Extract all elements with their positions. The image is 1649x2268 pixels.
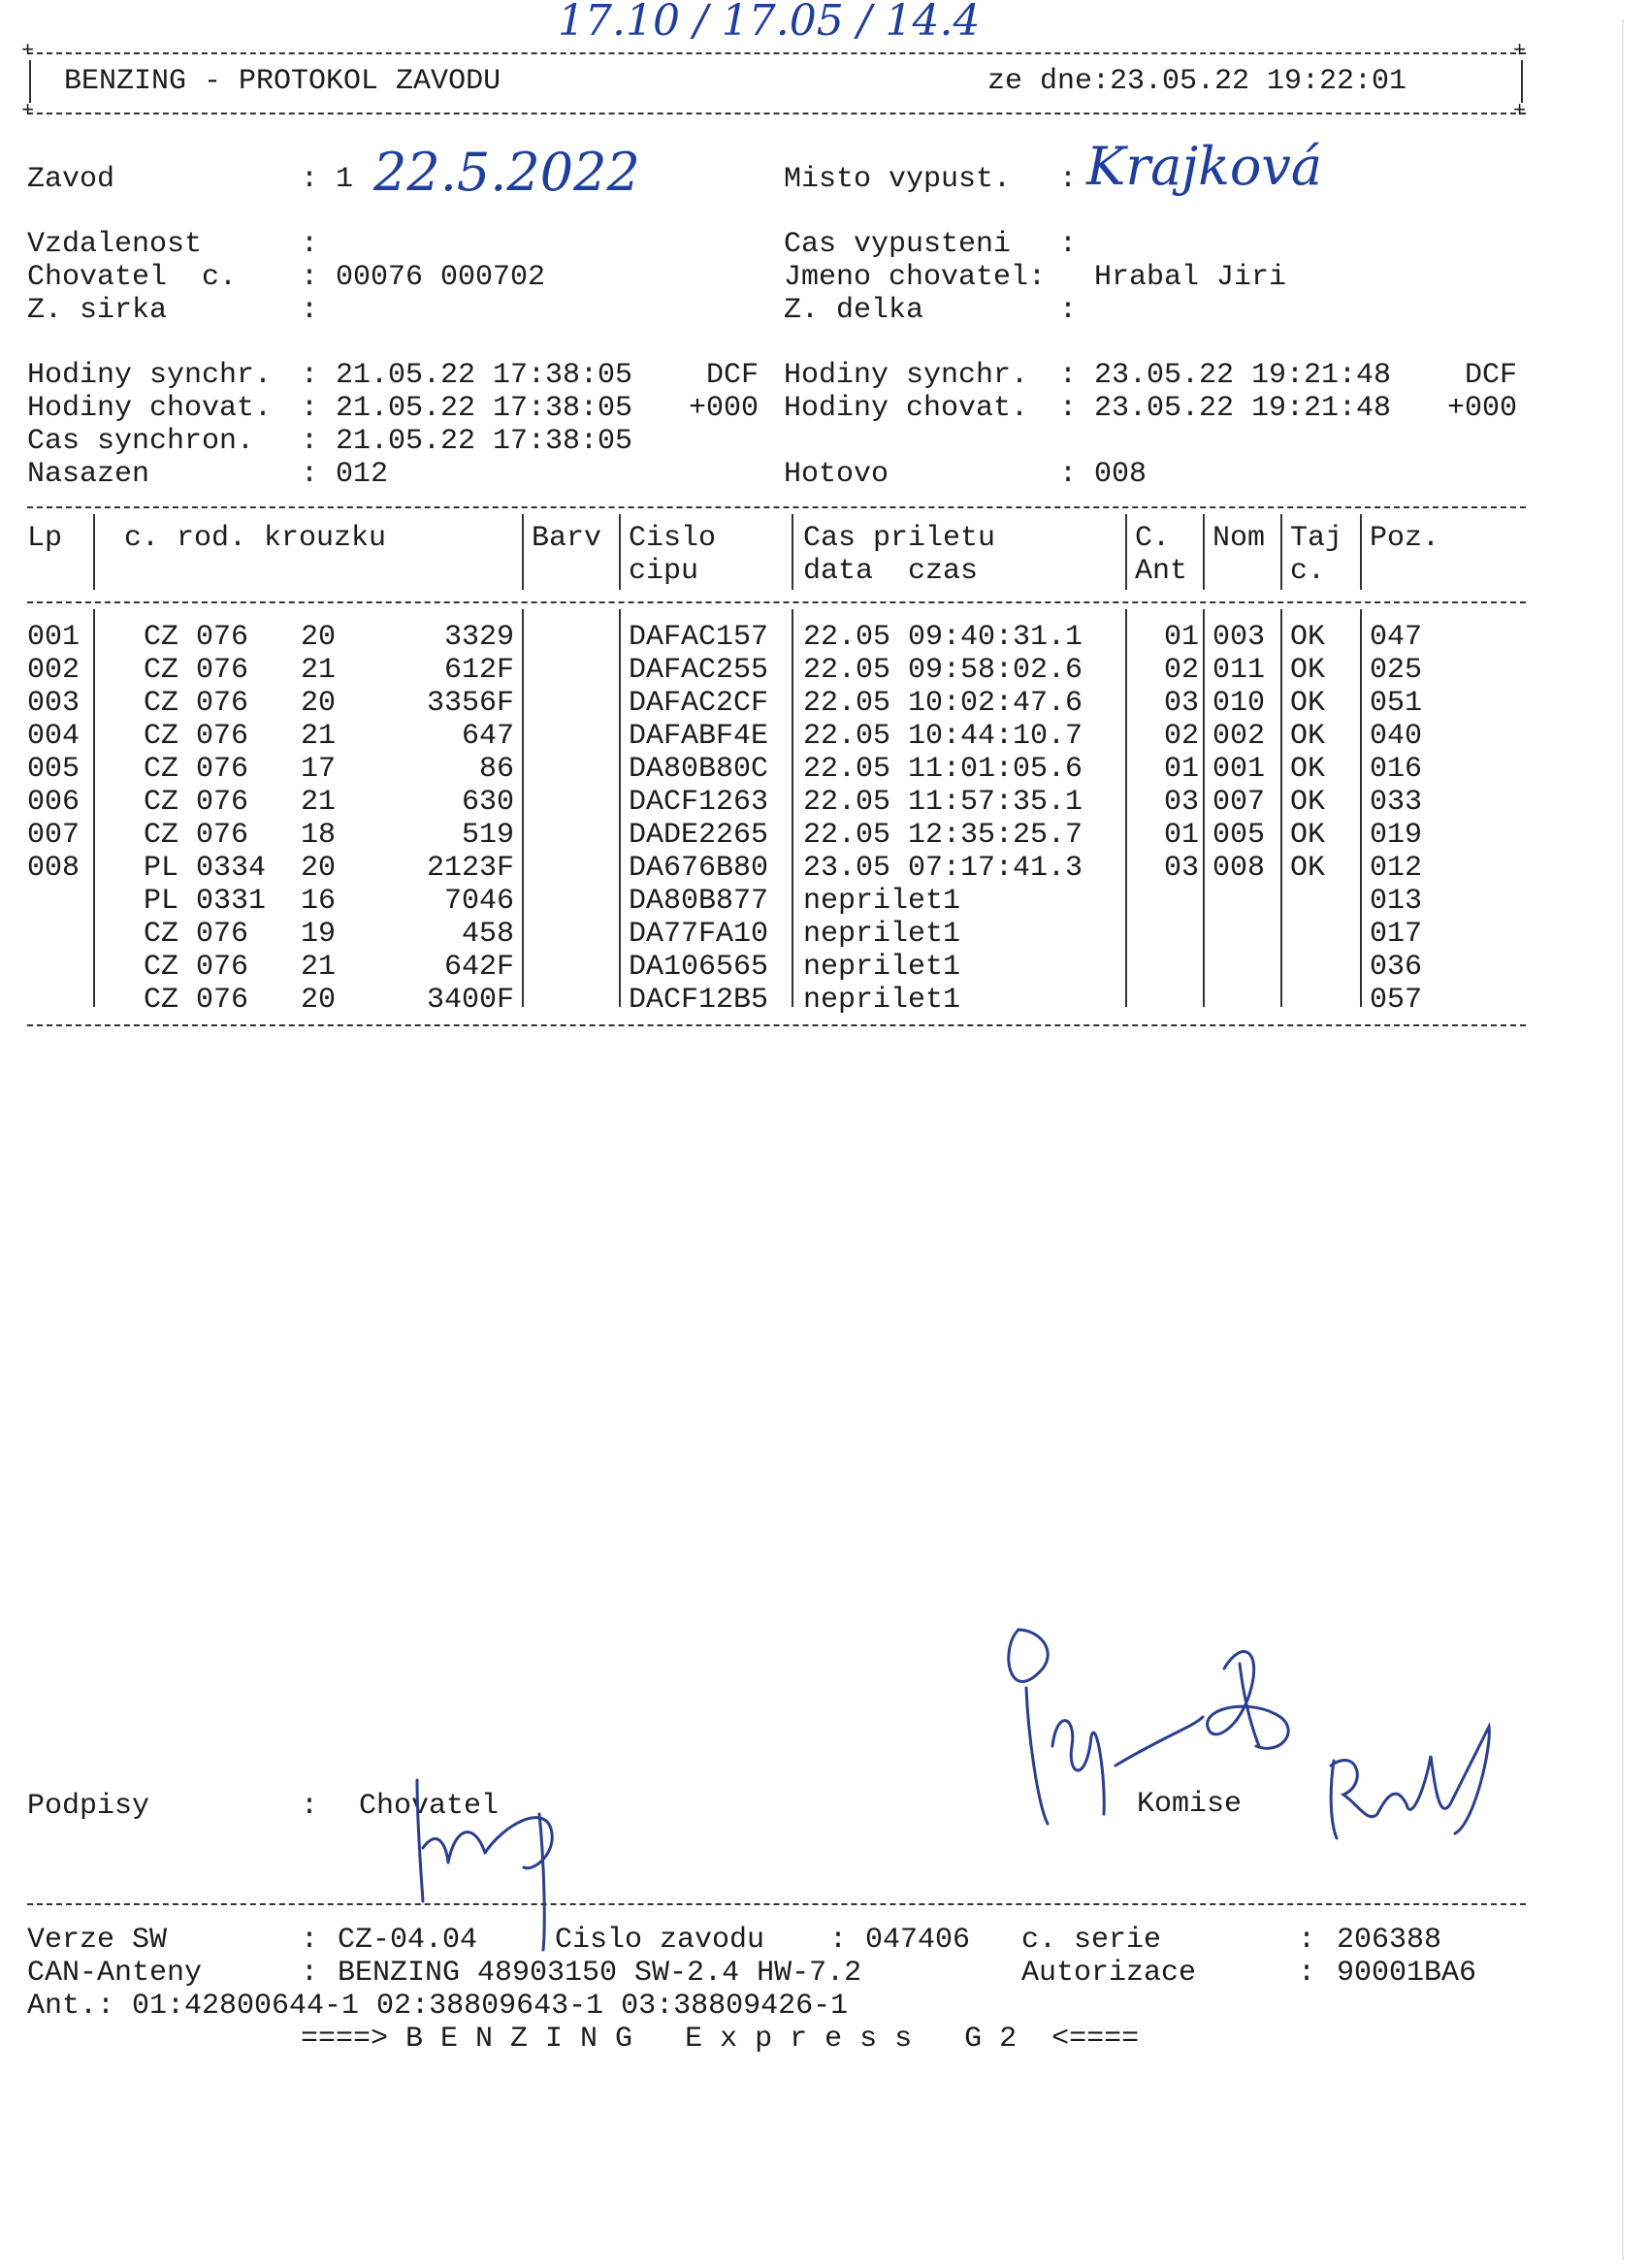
cell-taj: OK	[1290, 654, 1326, 687]
date-label: ze dne:	[987, 65, 1111, 98]
cell-ant: 03	[1163, 852, 1199, 885]
nasazen-value: 012	[336, 458, 389, 491]
can-label: CAN-Anteny	[27, 1957, 203, 1990]
antenna-line: Ant.: 01:42800644-1 02:38809643-1 03:38809426-1	[27, 1990, 849, 2023]
cell-time: 23.05 07:17:41.3	[803, 852, 1083, 885]
cell-org: 076	[196, 654, 249, 687]
cell-nom: 001	[1212, 753, 1266, 786]
nasazen-label: Nasazen	[27, 458, 150, 491]
col-cipu-header: cipu	[629, 555, 699, 588]
right-synchr-value: 23.05.22 19:21:48	[1094, 359, 1392, 392]
cell-yr: 17	[301, 753, 337, 786]
cell-org: 076	[196, 720, 249, 753]
zavod-value: 1	[336, 163, 354, 196]
chovatel-label: Chovatel c.	[27, 261, 238, 294]
cell-poz: 025	[1370, 654, 1423, 687]
device-banner: ====> B E N Z I N G E x p r e s s G 2 <====	[301, 2023, 1140, 2056]
serie-value: 206388	[1337, 1924, 1442, 1957]
verze-label: Verze SW	[27, 1924, 168, 1957]
cell-lp: 004	[27, 720, 81, 753]
cell-org: 076	[196, 819, 249, 852]
cell-cc: CZ	[144, 786, 179, 819]
misto-label: Misto vypust.	[784, 163, 1012, 196]
cell-chip: DACF12B5	[629, 984, 769, 1017]
cell-num: 458	[461, 918, 514, 951]
cell-poz: 036	[1370, 951, 1423, 984]
cell-yr: 20	[301, 621, 337, 654]
cell-taj: OK	[1290, 621, 1326, 654]
cell-chip: DAFAC157	[629, 621, 769, 654]
cell-taj: OK	[1290, 852, 1326, 885]
cell-poz: 017	[1370, 918, 1423, 951]
cell-yr: 19	[301, 918, 337, 951]
cell-org: 076	[196, 918, 249, 951]
can-value: BENZING 48903150 SW-2.4 HW-7.2	[338, 1957, 862, 1990]
zavod-handwritten-date: 22.5.2022	[373, 142, 640, 203]
header-corner-br: +	[1513, 99, 1527, 123]
autorizace-label: Autorizace	[1021, 1957, 1197, 1990]
cell-cc: PL	[144, 852, 179, 885]
cell-org: 076	[196, 621, 249, 654]
cell-time: 22.05 10:44:10.7	[803, 720, 1083, 753]
cell-poz: 040	[1370, 720, 1423, 753]
cell-yr: 21	[301, 720, 337, 753]
cell-ant: 02	[1163, 720, 1199, 753]
cell-cc: CZ	[144, 819, 179, 852]
cell-num: 3400F	[426, 984, 514, 1017]
col-cas-sub-header: data czas	[803, 555, 979, 588]
cell-time: neprilet1	[803, 984, 961, 1017]
left-chovat-suffix: +000	[689, 392, 760, 425]
cell-num: 630	[461, 786, 514, 819]
cell-taj: OK	[1290, 786, 1326, 819]
cell-time: 22.05 09:40:31.1	[803, 621, 1083, 654]
cell-cc: CZ	[144, 951, 179, 984]
col-cas-header: Cas priletu	[803, 522, 996, 555]
autorizace-colon: :	[1298, 1957, 1316, 1990]
cell-num: 519	[461, 819, 514, 852]
cell-yr: 21	[301, 786, 337, 819]
cell-nom: 002	[1212, 720, 1266, 753]
hotovo-label: Hotovo	[784, 458, 889, 491]
cas-vypusteni-colon: :	[1059, 228, 1078, 261]
cell-poz: 019	[1370, 819, 1423, 852]
cell-lp: 003	[27, 687, 81, 720]
cell-org: 0331	[196, 885, 267, 918]
cislo-zavodu-label: Cislo zavodu	[555, 1924, 765, 1957]
cell-cc: CZ	[144, 720, 179, 753]
col-taj-header: Taj	[1290, 522, 1343, 555]
cell-yr: 20	[301, 687, 337, 720]
verze-colon: :	[301, 1924, 319, 1957]
cell-time: 22.05 09:58:02.6	[803, 654, 1083, 687]
left-synchr-suffix: DCF	[706, 359, 760, 392]
komise-label: Komise	[1137, 1788, 1243, 1821]
date-value: 23.05.22 19:22:01	[1110, 65, 1407, 98]
vzdalenost-label: Vzdalenost	[27, 228, 203, 261]
cell-ant: 01	[1163, 621, 1199, 654]
cell-org: 076	[196, 687, 249, 720]
cell-time: neprilet1	[803, 918, 961, 951]
zavod-colon: :	[301, 163, 319, 196]
cell-cc: CZ	[144, 687, 179, 720]
can-colon: :	[301, 1957, 319, 1990]
cell-poz: 013	[1370, 885, 1423, 918]
cell-yr: 21	[301, 951, 337, 984]
left-synchr-colon: :	[301, 359, 319, 392]
cell-cc: CZ	[144, 984, 179, 1017]
cell-chip: DAFAC255	[629, 654, 769, 687]
col-taj-sub-header: c.	[1290, 555, 1326, 588]
cell-ant: 03	[1163, 786, 1199, 819]
cell-cc: CZ	[144, 918, 179, 951]
right-chovat-label: Hodiny chovat.	[784, 392, 1029, 425]
cell-nom: 005	[1212, 819, 1266, 852]
nasazen-colon: :	[301, 458, 319, 491]
document-title: BENZING - PROTOKOL ZAVODU	[64, 65, 501, 98]
header-corner-bl: +	[21, 99, 35, 123]
right-chovat-suffix: +000	[1447, 392, 1518, 425]
chovatel-colon: :	[301, 261, 319, 294]
cell-cc: CZ	[144, 654, 179, 687]
header-corner-tr: +	[1513, 39, 1527, 63]
col-ant-sub-header: Ant	[1135, 555, 1188, 588]
left-chovat-colon: :	[301, 392, 319, 425]
autorizace-value: 90001BA6	[1337, 1957, 1477, 1990]
cell-yr: 20	[301, 852, 337, 885]
col-barv-header: Barv	[532, 522, 602, 555]
cell-time: neprilet1	[803, 885, 961, 918]
misto-handwritten: Krajková	[1086, 136, 1323, 197]
cell-ant: 02	[1163, 654, 1199, 687]
cell-time: neprilet1	[803, 951, 961, 984]
delka-label: Z. delka	[784, 294, 924, 327]
cell-org: 076	[196, 984, 249, 1017]
cell-org: 0334	[196, 852, 267, 885]
cell-num: 612F	[443, 654, 514, 687]
left-synchr-value: 21.05.22 17:38:05	[336, 359, 633, 392]
cell-org: 076	[196, 753, 249, 786]
cell-chip: DA80B877	[629, 885, 769, 918]
cell-yr: 20	[301, 984, 337, 1017]
chovatel-value: 00076 000702	[336, 261, 546, 294]
cell-chip: DAFAC2CF	[629, 687, 769, 720]
cell-taj: OK	[1290, 687, 1326, 720]
right-chovat-colon: :	[1059, 392, 1078, 425]
cell-cc: PL	[144, 885, 179, 918]
hotovo-value: 008	[1094, 458, 1148, 491]
cell-poz: 057	[1370, 984, 1423, 1017]
cell-org: 076	[196, 951, 249, 984]
cell-num: 7046	[443, 885, 514, 918]
cell-chip: DA80B80C	[629, 753, 769, 786]
cell-num: 3329	[443, 621, 514, 654]
cell-ant: 01	[1163, 753, 1199, 786]
cell-cc: CZ	[144, 753, 179, 786]
cell-poz: 016	[1370, 753, 1423, 786]
cell-taj: OK	[1290, 819, 1326, 852]
col-poz-header: Poz.	[1370, 522, 1440, 555]
podpisy-label: Podpisy	[27, 1790, 150, 1823]
col-lp-header: Lp	[27, 522, 63, 555]
cas-vypusteni-label: Cas vypusteni	[784, 228, 1012, 261]
vzdalenost-colon: :	[301, 228, 319, 261]
cell-poz: 012	[1370, 852, 1423, 885]
left-chovat-label: Hodiny chovat.	[27, 392, 273, 425]
handwritten-top-note: 17.10 / 17.05 / 14.4	[558, 0, 981, 46]
cell-poz: 033	[1370, 786, 1423, 819]
cislo-zavodu-colon: :	[829, 1924, 848, 1957]
cell-chip: DA77FA10	[629, 918, 769, 951]
cell-time: 22.05 12:35:25.7	[803, 819, 1083, 852]
cell-num: 3356F	[426, 687, 514, 720]
cell-lp: 005	[27, 753, 81, 786]
cell-poz: 047	[1370, 621, 1423, 654]
right-chovat-value: 23.05.22 19:21:48	[1094, 392, 1392, 425]
col-nom-header: Nom	[1212, 522, 1266, 555]
cell-nom: 010	[1212, 687, 1266, 720]
cell-org: 076	[196, 786, 249, 819]
cell-chip: DACF1263	[629, 786, 769, 819]
cas-synchron-colon: :	[301, 425, 319, 458]
cell-lp: 007	[27, 819, 81, 852]
cell-nom: 007	[1212, 786, 1266, 819]
cell-nom: 003	[1212, 621, 1266, 654]
cell-yr: 18	[301, 819, 337, 852]
cell-lp: 002	[27, 654, 81, 687]
podpisy-colon: :	[301, 1790, 319, 1823]
right-synchr-suffix: DCF	[1465, 359, 1518, 392]
cas-synchron-value: 21.05.22 17:38:05	[336, 425, 633, 458]
cell-num: 2123F	[426, 852, 514, 885]
col-krouzek-header: c. rod. krouzku	[124, 522, 387, 555]
jmeno-label: Jmeno chovatel:	[784, 261, 1047, 294]
cell-nom: 008	[1212, 852, 1266, 885]
cell-num: 647	[461, 720, 514, 753]
cell-lp: 008	[27, 852, 81, 885]
cell-cc: CZ	[144, 621, 179, 654]
cell-ant: 01	[1163, 819, 1199, 852]
left-chovat-value: 21.05.22 17:38:05	[336, 392, 633, 425]
cislo-zavodu-value: 047406	[865, 1924, 971, 1957]
delka-colon: :	[1059, 294, 1078, 327]
cell-num: 86	[478, 753, 514, 786]
chovatel-signature-label: Chovatel	[359, 1790, 500, 1823]
cell-chip: DA676B80	[629, 852, 769, 885]
jmeno-value: Hrabal Jiri	[1094, 261, 1287, 294]
right-synchr-label: Hodiny synchr.	[784, 359, 1029, 392]
col-ant-header: C.	[1135, 522, 1171, 555]
cell-taj: OK	[1290, 753, 1326, 786]
cell-chip: DADE2265	[629, 819, 769, 852]
serie-label: c. serie	[1021, 1924, 1162, 1957]
cell-num: 642F	[443, 951, 514, 984]
cell-time: 22.05 11:01:05.6	[803, 753, 1083, 786]
verze-value: CZ-04.04	[338, 1924, 478, 1957]
cell-time: 22.05 11:57:35.1	[803, 786, 1083, 819]
serie-colon: :	[1298, 1924, 1316, 1957]
cell-lp: 006	[27, 786, 81, 819]
right-synchr-colon: :	[1059, 359, 1078, 392]
cell-nom: 011	[1212, 654, 1266, 687]
footer-border	[27, 1903, 1526, 1905]
cell-chip: DAFABF4E	[629, 720, 769, 753]
misto-colon: :	[1059, 163, 1078, 196]
cell-yr: 16	[301, 885, 337, 918]
cell-time: 22.05 10:02:47.6	[803, 687, 1083, 720]
sirka-colon: :	[301, 294, 319, 327]
zavod-label: Zavod	[27, 163, 115, 196]
cell-yr: 21	[301, 654, 337, 687]
cell-poz: 051	[1370, 687, 1423, 720]
left-synchr-label: Hodiny synchr.	[27, 359, 273, 392]
cell-ant: 03	[1163, 687, 1199, 720]
cell-lp: 001	[27, 621, 81, 654]
cell-chip: DA106565	[629, 951, 769, 984]
cell-taj: OK	[1290, 720, 1326, 753]
sirka-label: Z. sirka	[27, 294, 168, 327]
header-corner-tl: +	[21, 39, 35, 63]
cas-synchron-label: Cas synchron.	[27, 425, 255, 458]
col-cislo-header: Cislo	[629, 522, 717, 555]
hotovo-colon: :	[1059, 458, 1078, 491]
